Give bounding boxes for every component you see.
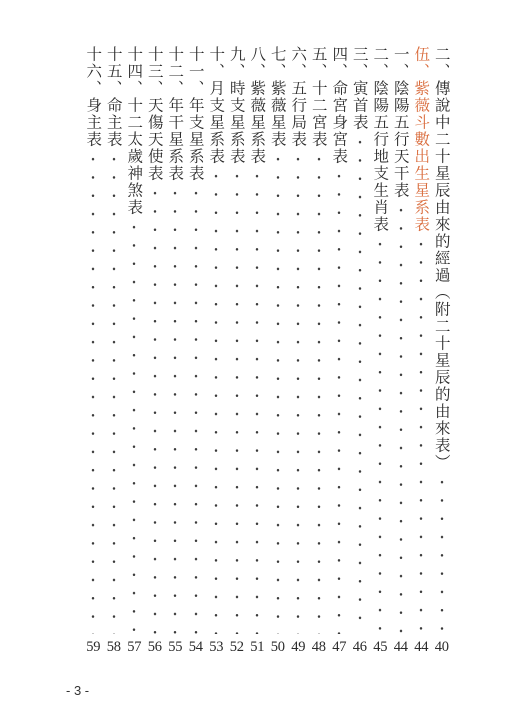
dot-leader bbox=[227, 167, 247, 634]
toc-entry bbox=[350, 46, 371, 656]
toc-entry bbox=[329, 46, 350, 656]
toc-entry bbox=[145, 46, 166, 656]
dot-leader bbox=[206, 167, 226, 634]
dot-leader bbox=[104, 150, 124, 634]
toc-entry-page: 45 bbox=[373, 639, 388, 655]
toc-entry bbox=[206, 46, 227, 656]
toc-entry-title: 十四、十二太歲神煞表 bbox=[125, 46, 144, 216]
toc-entry-page: 58 bbox=[106, 639, 121, 655]
toc-entry-page: 49 bbox=[291, 639, 306, 655]
toc-entry bbox=[309, 46, 330, 656]
toc-entry-title: 十五、命主表 bbox=[104, 46, 123, 148]
toc-entry-page: 56 bbox=[147, 639, 162, 655]
toc-entry-title: 十六、身主表 bbox=[84, 46, 103, 148]
toc-entry-page: 44 bbox=[393, 639, 408, 655]
toc-entry-page: 44 bbox=[414, 639, 429, 655]
dot-leader bbox=[186, 184, 206, 634]
toc-entry-title: 十、月支星系表 bbox=[207, 46, 226, 165]
table-of-contents bbox=[83, 46, 452, 656]
toc-entry-page: 40 bbox=[434, 639, 449, 655]
dot-leader bbox=[370, 235, 390, 634]
toc-entry-title: 十二、年干星系表 bbox=[166, 46, 185, 182]
toc-entry-page: 54 bbox=[188, 639, 203, 655]
toc-entry bbox=[186, 46, 207, 656]
toc-entry-title: 七、紫薇星表 bbox=[268, 46, 287, 148]
toc-entry bbox=[165, 46, 186, 656]
page-number: - 3 - bbox=[66, 683, 90, 698]
dot-leader bbox=[288, 150, 308, 634]
toc-entry-page: 57 bbox=[127, 639, 142, 655]
dot-leader bbox=[309, 150, 329, 634]
dot-leader bbox=[329, 167, 349, 634]
toc-entry-title: 一、陰陽五行天干表 bbox=[391, 46, 410, 199]
dot-leader bbox=[391, 201, 411, 634]
dot-leader bbox=[165, 184, 185, 634]
dot-leader bbox=[83, 150, 103, 634]
toc-entry-page: 53 bbox=[209, 639, 224, 655]
dot-leader bbox=[145, 184, 165, 634]
toc-entry-title: 十三、天傷天使表 bbox=[145, 46, 164, 182]
toc-entry-title: 二、傳說中二十星辰由來的經過（附二十星辰的由來表） bbox=[432, 46, 451, 471]
toc-entry bbox=[288, 46, 309, 656]
toc-entry-page: 46 bbox=[352, 639, 367, 655]
toc-section-heading bbox=[411, 46, 432, 656]
toc-entry bbox=[124, 46, 145, 656]
dot-leader bbox=[411, 235, 431, 634]
toc-entry bbox=[268, 46, 289, 656]
toc-entry-title: 八、紫薇星系表 bbox=[248, 46, 267, 165]
toc-entry bbox=[247, 46, 268, 656]
toc-entry-title: 九、時支星系表 bbox=[227, 46, 246, 165]
toc-entry-page: 51 bbox=[250, 639, 265, 655]
toc-entry bbox=[227, 46, 248, 656]
dot-leader bbox=[247, 167, 267, 634]
toc-entry-title: 五、十二宮表 bbox=[309, 46, 328, 148]
toc-entry-page: 52 bbox=[229, 639, 244, 655]
toc-entry-title: 伍、紫薇斗數出生星系表 bbox=[412, 46, 431, 233]
toc-entry-title: 十一、年支星系表 bbox=[186, 46, 205, 182]
dot-leader bbox=[350, 133, 370, 634]
toc-entry-title: 四、命宮身宮表 bbox=[330, 46, 349, 165]
toc-entry bbox=[432, 46, 453, 656]
toc-entry bbox=[370, 46, 391, 656]
toc-entry-title: 三、寅首表 bbox=[350, 46, 369, 131]
toc-entry-title: 六、五行局表 bbox=[289, 46, 308, 148]
dot-leader bbox=[268, 150, 288, 634]
toc-entry bbox=[391, 46, 412, 656]
toc-entry-page: 50 bbox=[270, 639, 285, 655]
toc-entry bbox=[83, 46, 104, 656]
toc-entry-page: 48 bbox=[311, 639, 326, 655]
dot-leader bbox=[124, 218, 144, 634]
toc-entry-page: 47 bbox=[332, 639, 347, 655]
toc-entry-page: 59 bbox=[86, 639, 101, 655]
toc-entry-page: 55 bbox=[168, 639, 183, 655]
toc-entry bbox=[104, 46, 125, 656]
toc-entry-title: 二、陰陽五行地支生肖表 bbox=[371, 46, 390, 233]
dot-leader bbox=[432, 473, 452, 634]
